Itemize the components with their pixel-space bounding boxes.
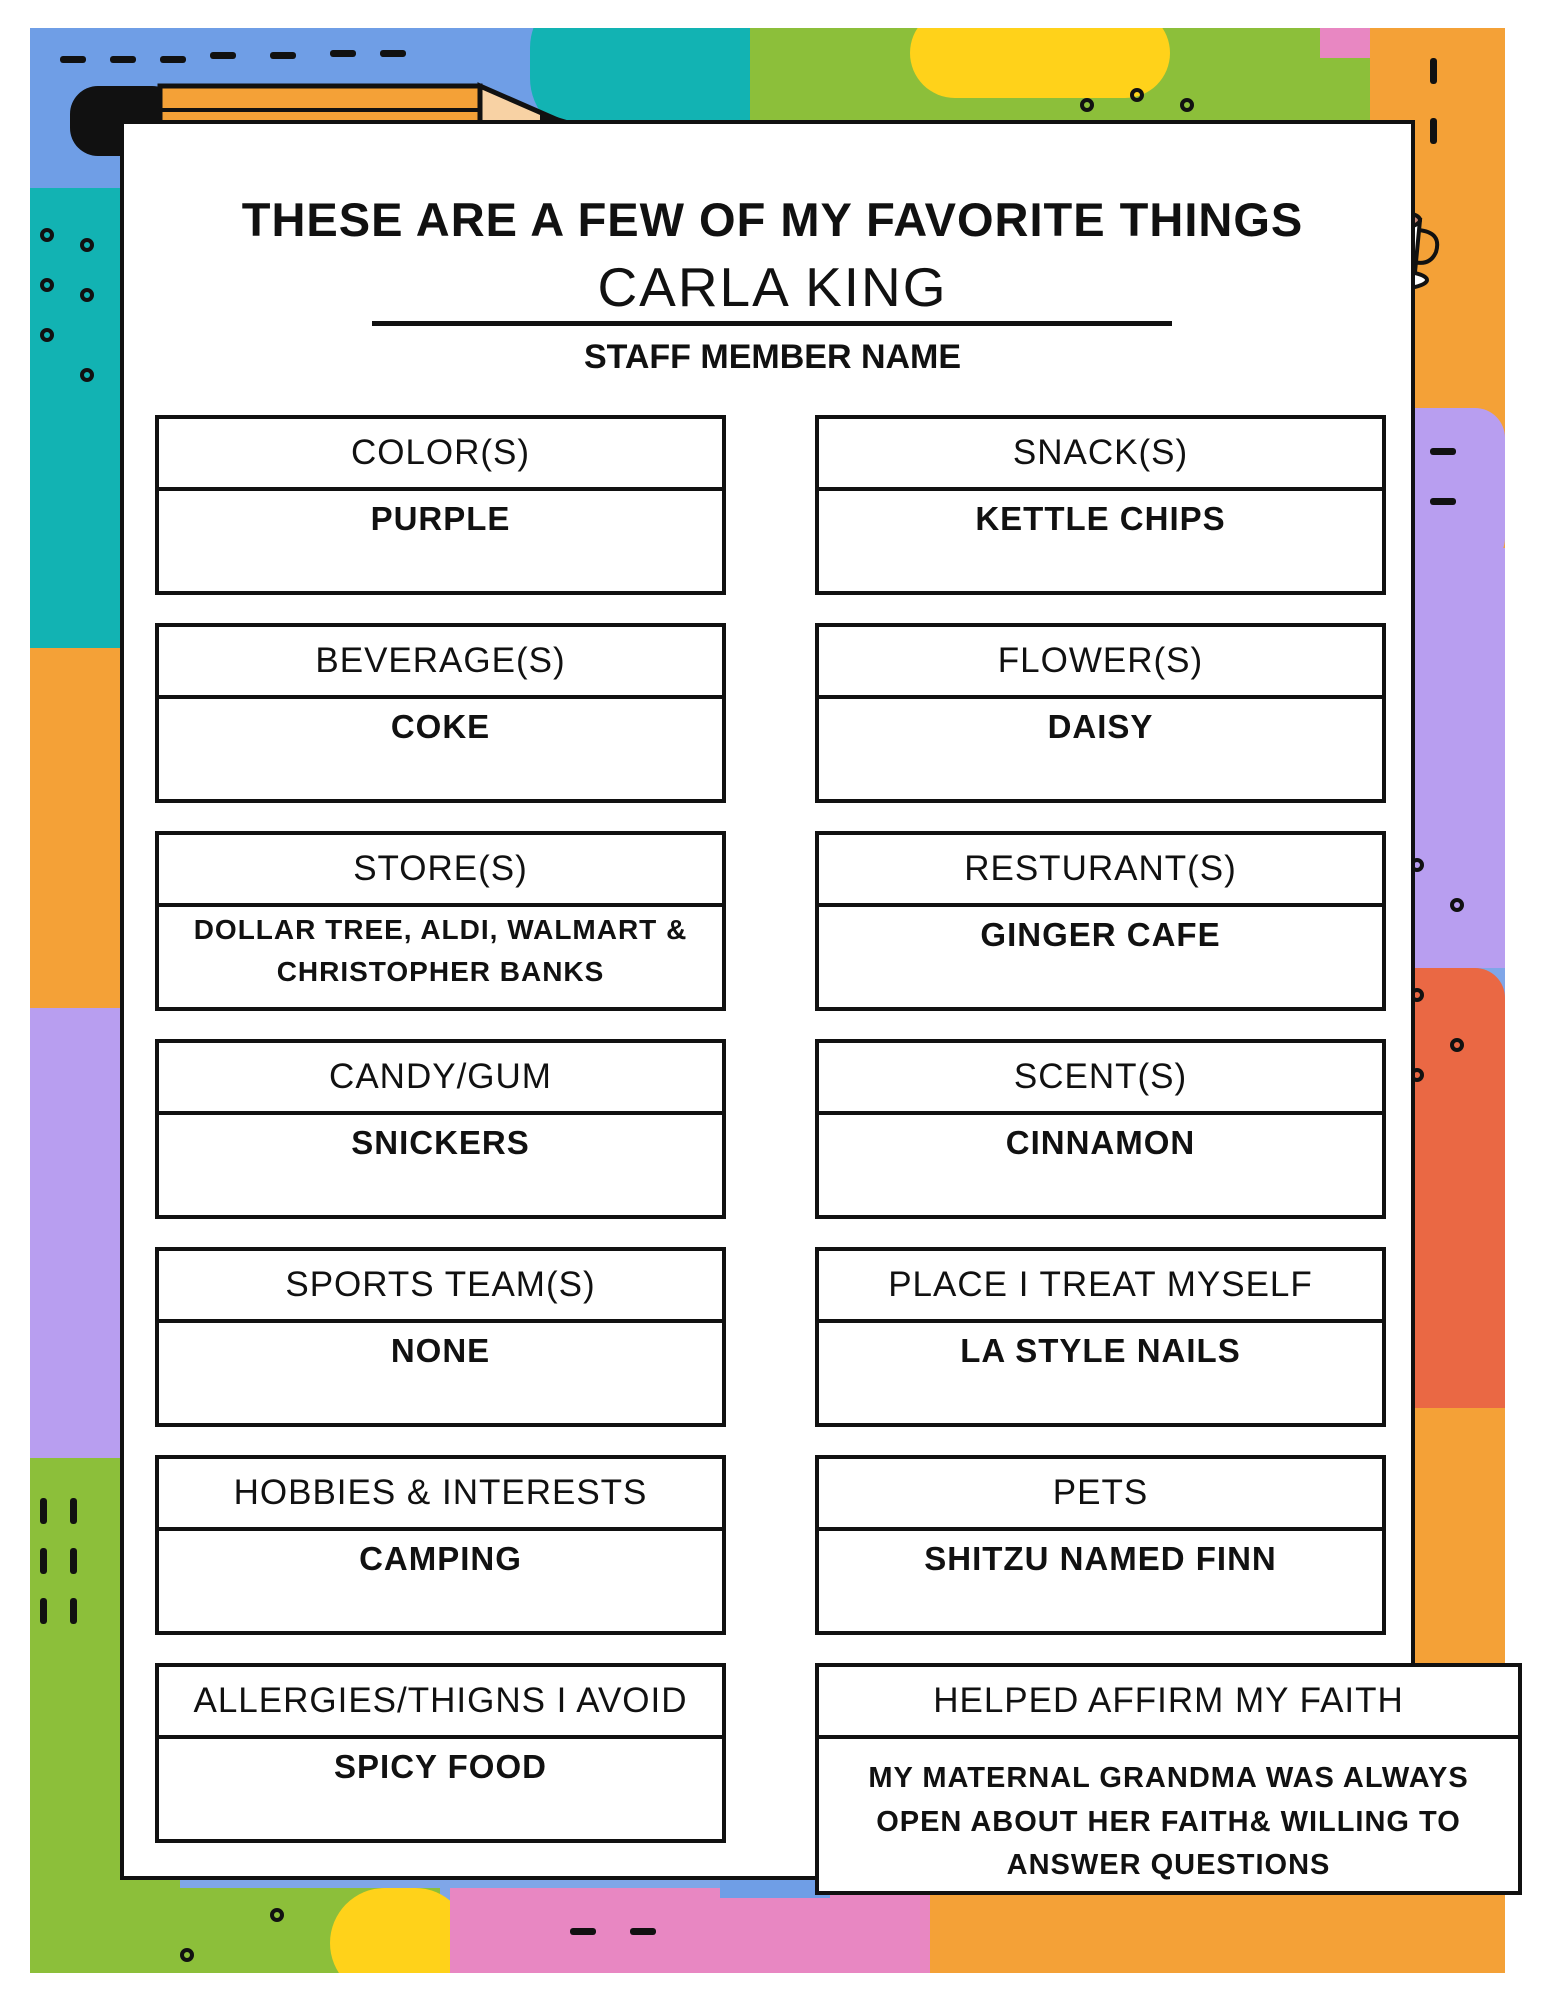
card-value: CAMPING xyxy=(359,1540,522,1577)
card-label: ALLERGIES/THIGNS I AVOID xyxy=(159,1667,722,1739)
page-title: THESE ARE A FEW OF MY FAVORITE THINGS xyxy=(241,193,1304,246)
card-label: SPORTS TEAM(S) xyxy=(159,1251,722,1323)
card-snacks xyxy=(815,415,1386,595)
card-candy-gum xyxy=(155,1039,726,1219)
card-label: SNACK(S) xyxy=(819,419,1382,491)
card-restaurants xyxy=(815,831,1386,1011)
card-value: CINNAMON xyxy=(1005,1124,1196,1161)
card-label: COLOR(S) xyxy=(159,419,722,491)
card-label: HOBBIES & INTERESTS xyxy=(159,1459,722,1531)
card-value: GINGER CAFE xyxy=(980,916,1221,953)
card-value: SNICKERS xyxy=(351,1124,530,1161)
card-label: RESTURANT(S) xyxy=(819,835,1382,907)
card-allergies xyxy=(155,1663,726,1843)
card-value: NONE xyxy=(390,1332,491,1369)
card-label: BEVERAGE(S) xyxy=(159,627,722,699)
card-label: STORE(S) xyxy=(159,835,722,907)
card-label: PETS xyxy=(819,1459,1382,1531)
card-value: DOLLAR TREE, ALDI, WALMART & CHRISTOPHER BANKS xyxy=(193,914,688,987)
card-stores xyxy=(155,831,726,1011)
staff-name-label: STAFF MEMBER NAME xyxy=(583,338,962,376)
card-label: FLOWER(S) xyxy=(819,627,1382,699)
card-label: SCENT(S) xyxy=(819,1043,1382,1115)
card-scents xyxy=(815,1039,1386,1219)
name-underline xyxy=(372,321,1172,326)
staff-name: CARLA KING xyxy=(597,256,948,318)
card-value: MY MATERNAL GRANDMA WAS ALWAYS OPEN ABOUT HER FAITH& WILLING TO ANSWER QUESTIONS xyxy=(868,1762,1469,1881)
card-value: PURPLE xyxy=(370,500,511,537)
card-colors xyxy=(155,415,726,595)
card-faith xyxy=(815,1663,1522,1895)
card-value: KETTLE CHIPS xyxy=(975,500,1226,537)
card-sports-teams xyxy=(155,1247,726,1427)
card-label: PLACE I TREAT MYSELF xyxy=(819,1251,1382,1323)
card-label: CANDY/GUM xyxy=(159,1043,722,1115)
card-beverages xyxy=(155,623,726,803)
card-flowers xyxy=(815,623,1386,803)
card-value: SPICY FOOD xyxy=(334,1748,547,1785)
card-value: DAISY xyxy=(1047,708,1154,745)
card-value: SHITZU NAMED FINN xyxy=(924,1540,1277,1577)
card-hobbies xyxy=(155,1455,726,1635)
card-value: COKE xyxy=(390,708,491,745)
card-treat-place xyxy=(815,1247,1386,1427)
card-pets xyxy=(815,1455,1386,1635)
card-label: HELPED AFFIRM MY FAITH xyxy=(819,1667,1518,1739)
card-value: LA STYLE NAILS xyxy=(960,1332,1241,1369)
